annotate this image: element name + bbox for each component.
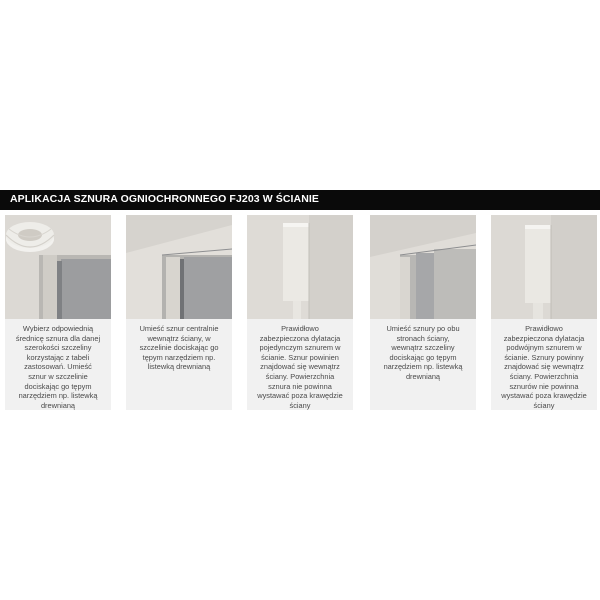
rope-coil-photo-icon [5,215,111,319]
step-card-4 [370,215,476,410]
caption-box [247,319,353,410]
step-caption: Wybierz odpowiednią średnicę sznura dla danej szerokości szczeliny korzystając z tabeli zastosowań. Umieść sznur w szczelinie dociskając go tępym narzędziem np. listewką drewnianą [15,324,101,410]
double-cord-joint-photo-icon [491,215,597,319]
title-banner [0,190,600,210]
step-card-2 [126,215,232,410]
wall-gap-insertion-photo-icon [126,215,232,319]
double-sided-insertion-photo-icon [370,215,476,319]
step-caption: Prawidłowo zabezpieczona dylatacja podwójnym sznurem w ścianie. Sznury powinny znajdować się wewnątrz ściany. Powierzchnia sznurów nie powinna wystawać poza krawędzie ściany [501,324,587,410]
banner-title: APLIKACJA SZNURA OGNIOCHRONNEGO FJ203 W ŚCIANIE [10,193,320,205]
step-card-3 [247,215,353,410]
step-card-1 [5,215,111,410]
caption-box [491,319,597,410]
step-card-5 [491,215,597,410]
single-cord-joint-photo-icon [247,215,353,319]
step-caption: Umieść sznur centralnie wewnątrz ściany, w szczelinie dociskając go tępym narzędziem np. listewką drewnianą [139,324,219,372]
step-caption: Umieść sznury po obu stronach ściany, wewnątrz szczeliny dociskając go tępym narzędziem np. listewką drewnianą [383,324,463,381]
step-caption: Prawidłowo zabezpieczona dylatacja pojedynczym sznurem w ścianie. Sznur powinien znajdować się wewnątrz ściany. Powierzchnia sznura nie powinna wystawać poza krawędzie ściany [257,324,343,410]
caption-box [5,319,111,410]
caption-box [370,319,476,410]
caption-box [126,319,232,410]
